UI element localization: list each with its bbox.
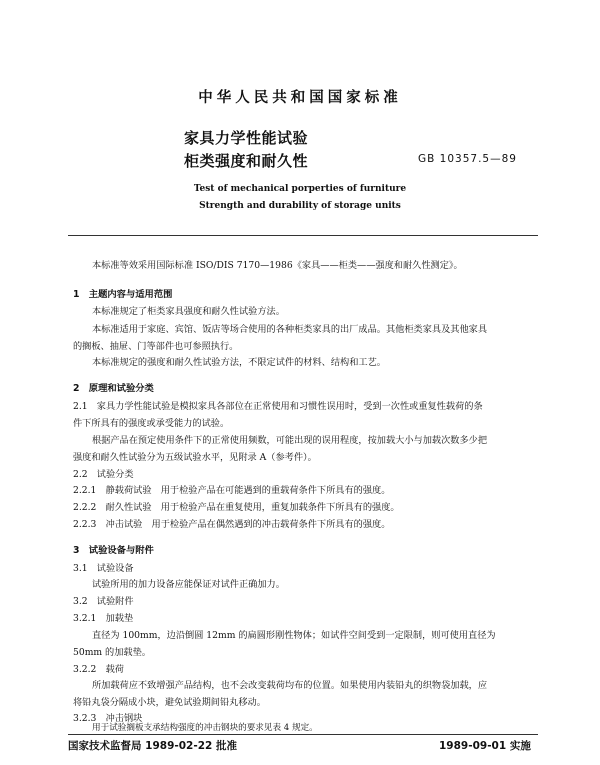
standard-number: GB 10357.5—89 xyxy=(418,153,517,165)
approval-date: 国家技术监督局 1989-02-22 批准 xyxy=(68,740,237,752)
s2-1-line-d: 强度和耐久性试验分为五级试验水平，见附录 A（参考件）。 xyxy=(73,452,317,463)
s3-2-3-paragraph: 用于试验搁板支承结构强度的冲击钢块的要求见表 4 规定。 xyxy=(92,723,318,733)
section-1-heading: 1 主题内容与适用范围 xyxy=(73,289,173,300)
section-3-heading: 3 试验设备与附件 xyxy=(73,545,154,556)
implementation-date: 1989-09-01 实施 xyxy=(439,740,531,752)
s3-2-2-paragraph-cont: 将铅丸袋分隔成小块，避免试验期间铅丸移动。 xyxy=(73,697,266,708)
bottom-rule xyxy=(68,734,538,735)
s3-2-heading: 3.2 试验附件 xyxy=(73,596,134,607)
s2-2-2: 2.2.2 耐久性试验 用于检验产品在重复使用，重复加载条件下所具有的强度。 xyxy=(73,502,400,513)
s1-paragraph-2-cont: 的搁板、抽屉、门等部件也可参照执行。 xyxy=(73,341,239,352)
title-line-1: 家具力学性能试验 xyxy=(184,129,309,147)
issuer-heading: 中华人民共和国国家标准 xyxy=(198,90,402,106)
s2-1-line-b: 件下所具有的强度或承受能力的试验。 xyxy=(73,418,230,429)
s3-2-1-paragraph-cont: 50mm 的加载垫。 xyxy=(73,647,151,658)
s2-2-heading: 2.2 试验分类 xyxy=(73,469,134,480)
english-title-1: Test of mechanical porperties of furniture xyxy=(193,184,407,194)
english-title-2: Strength and durability of storage units xyxy=(199,201,401,211)
s3-1-paragraph: 试验所用的加力设备应能保证对试件正确加力。 xyxy=(92,579,285,590)
s3-2-2-paragraph: 所加载荷应不致增强产品结构，也不会改变载荷均布的位置。如果使用内装铅丸的织物袋加载，应 xyxy=(92,680,488,691)
top-rule xyxy=(68,235,538,236)
s2-2-3: 2.2.3 冲击试验 用于检验产品在偶然遇到的冲击载荷条件下所具有的强度。 xyxy=(73,519,391,530)
s1-paragraph-2: 本标准适用于家庭、宾馆、饭店等场合使用的各种柜类家具的出厂成品。其他柜类家具及其他家具 xyxy=(92,324,488,335)
s3-2-3-heading: 3.2.3 冲击钢块 xyxy=(73,713,143,724)
s3-2-1-paragraph: 直径为 100mm，边沿倒圆 12mm 的扁圆形刚性物体；如试件空间受到一定限制，则可使用直径为 xyxy=(92,630,496,641)
s1-paragraph-3: 本标准规定的强度和耐久性试验方法，不限定试件的材料、结构和工艺。 xyxy=(92,357,386,368)
s3-1-heading: 3.1 试验设备 xyxy=(73,563,134,574)
s3-2-1-heading: 3.2.1 加载垫 xyxy=(73,613,134,624)
section-2-heading: 2 原理和试验分类 xyxy=(73,383,154,394)
s1-paragraph-1: 本标准规定了柜类家具强度和耐久性试验方法。 xyxy=(92,306,285,317)
s2-2-1: 2.2.1 静载荷试验 用于检验产品在可能遇到的重载荷条件下所具有的强度。 xyxy=(73,485,391,496)
title-line-2: 柜类强度和耐久性 xyxy=(184,152,309,170)
s2-1-line-c: 根据产品在预定使用条件下的正常使用频数，可能出现的误用程度，按加载大小与加载次数多少把 xyxy=(92,435,488,446)
s2-1-line-a: 2.1 家具力学性能试验是模拟家具各部位在正常使用和习惯性误用时，受到一次性或重复性载荷的条 xyxy=(73,401,483,412)
intro-paragraph: 本标准等效采用国际标准 ISO/DIS 7170—1986《家具——柜类——强度和耐久性测定》。 xyxy=(92,260,463,271)
s3-2-2-heading: 3.2.2 载荷 xyxy=(73,664,124,675)
